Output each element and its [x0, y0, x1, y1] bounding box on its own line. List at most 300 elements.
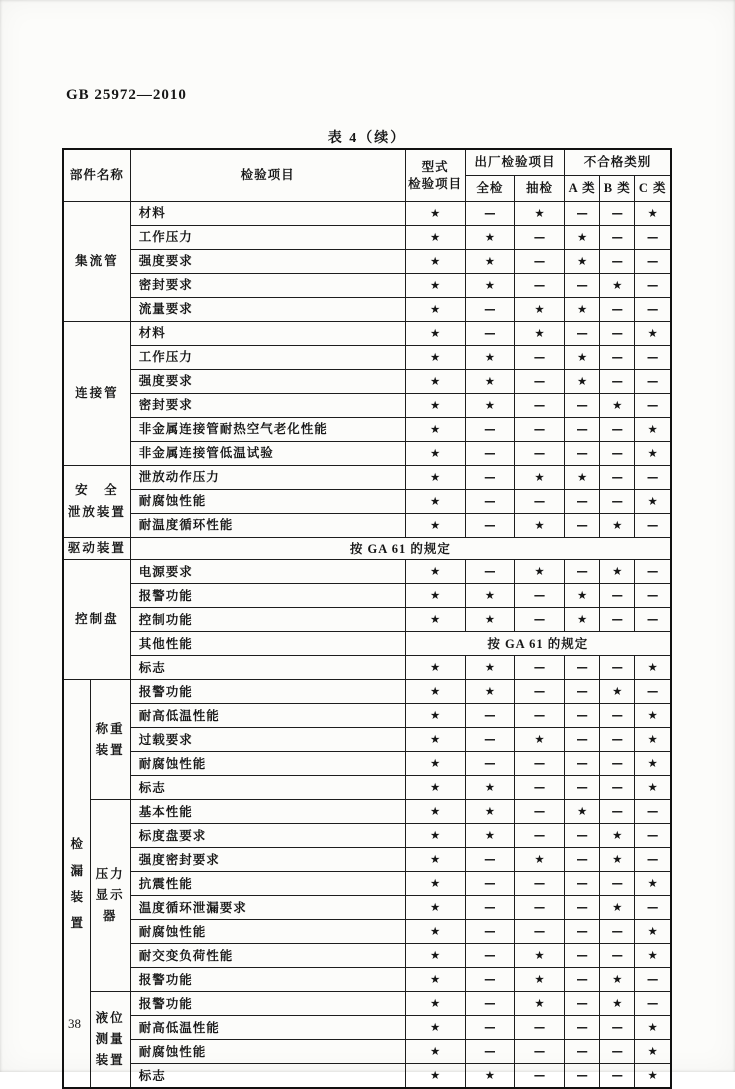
dash-mark-cell: — [565, 1040, 600, 1064]
star-mark-cell: ★ [565, 298, 600, 322]
star-mark-cell: ★ [465, 584, 514, 608]
dash-mark-cell: — [465, 992, 514, 1016]
star-mark-cell: ★ [635, 656, 671, 680]
dash-mark-cell: — [565, 322, 600, 346]
dash-mark-cell: — [635, 560, 671, 584]
dash-mark-cell: — [600, 752, 635, 776]
dash-mark-cell: — [635, 394, 671, 418]
star-mark-cell: ★ [600, 896, 635, 920]
star-mark-cell: ★ [635, 1016, 671, 1040]
star-mark-cell: ★ [600, 560, 635, 584]
subcomponent-cell: 压力 显示器 [90, 800, 130, 992]
star-mark-cell: ★ [405, 704, 465, 728]
star-mark-cell: ★ [465, 370, 514, 394]
item-cell: 强度密封要求 [130, 848, 405, 872]
star-mark-cell: ★ [465, 776, 514, 800]
star-mark-cell: ★ [465, 226, 514, 250]
dash-mark-cell: — [565, 872, 600, 896]
dash-mark-cell: — [465, 322, 514, 346]
dash-mark-cell: — [635, 992, 671, 1016]
table-row [63, 514, 671, 538]
star-mark-cell: ★ [600, 680, 635, 704]
dash-mark-cell: — [635, 466, 671, 490]
dash-mark-cell: — [465, 418, 514, 442]
item-cell: 耐腐蚀性能 [130, 752, 405, 776]
star-mark-cell: ★ [565, 370, 600, 394]
item-cell: 材料 [130, 322, 405, 346]
star-mark-cell: ★ [405, 346, 465, 370]
dash-mark-cell: — [465, 728, 514, 752]
star-mark-cell: ★ [600, 274, 635, 298]
dash-mark-cell: — [635, 680, 671, 704]
table-row [63, 800, 671, 824]
dash-mark-cell: — [600, 202, 635, 226]
star-mark-cell: ★ [600, 992, 635, 1016]
dash-mark-cell: — [514, 656, 564, 680]
dash-mark-cell: — [600, 298, 635, 322]
dash-mark-cell: — [635, 274, 671, 298]
table-row [63, 848, 671, 872]
item-cell: 泄放动作压力 [130, 466, 405, 490]
table-row [63, 752, 671, 776]
dash-mark-cell: — [465, 944, 514, 968]
header-row-1 [63, 149, 671, 176]
table-row [63, 584, 671, 608]
dash-mark-cell: — [514, 896, 564, 920]
dash-mark-cell: — [514, 418, 564, 442]
header-full-check: 全检 [465, 176, 514, 202]
star-mark-cell: ★ [405, 848, 465, 872]
table-row [63, 1064, 671, 1089]
item-cell: 工作压力 [130, 226, 405, 250]
table-row [63, 680, 671, 704]
star-mark-cell: ★ [514, 514, 564, 538]
item-cell: 报警功能 [130, 680, 405, 704]
dash-mark-cell: — [514, 274, 564, 298]
star-mark-cell: ★ [405, 968, 465, 992]
table-row [63, 728, 671, 752]
dash-mark-cell: — [565, 704, 600, 728]
item-cell: 报警功能 [130, 968, 405, 992]
star-mark-cell: ★ [514, 992, 564, 1016]
table-row [63, 920, 671, 944]
table-header [63, 149, 671, 202]
star-mark-cell: ★ [405, 370, 465, 394]
table-row [63, 944, 671, 968]
table-row [63, 824, 671, 848]
dash-mark-cell: — [565, 274, 600, 298]
component-cell: 连接管 [63, 322, 130, 466]
note-cell: 按 GA 61 的规定 [130, 538, 671, 560]
doc-number: GB 25972—2010 [66, 87, 187, 103]
star-mark-cell: ★ [514, 944, 564, 968]
dash-mark-cell: — [600, 920, 635, 944]
star-mark-cell: ★ [635, 752, 671, 776]
dash-mark-cell: — [565, 418, 600, 442]
star-mark-cell: ★ [405, 728, 465, 752]
header-defect-class: 不合格类别 [565, 149, 671, 176]
dash-mark-cell: — [465, 752, 514, 776]
star-mark-cell: ★ [635, 418, 671, 442]
dash-mark-cell: — [465, 848, 514, 872]
table-row [63, 1040, 671, 1064]
star-mark-cell: ★ [405, 656, 465, 680]
item-cell: 耐高低温性能 [130, 1016, 405, 1040]
star-mark-cell: ★ [405, 920, 465, 944]
dash-mark-cell: — [600, 1040, 635, 1064]
item-cell: 其他性能 [130, 632, 405, 656]
dash-mark-cell: — [514, 226, 564, 250]
table-row [63, 322, 671, 346]
table-row [63, 442, 671, 466]
star-mark-cell: ★ [465, 346, 514, 370]
dash-mark-cell: — [600, 250, 635, 274]
dash-mark-cell: — [565, 776, 600, 800]
item-cell: 耐腐蚀性能 [130, 1040, 405, 1064]
star-mark-cell: ★ [600, 848, 635, 872]
star-mark-cell: ★ [465, 656, 514, 680]
dash-mark-cell: — [514, 442, 564, 466]
dash-mark-cell: — [465, 1016, 514, 1040]
star-mark-cell: ★ [565, 226, 600, 250]
dash-mark-cell: — [514, 776, 564, 800]
table-row [63, 418, 671, 442]
star-mark-cell: ★ [514, 298, 564, 322]
star-mark-cell: ★ [405, 872, 465, 896]
table-row [63, 346, 671, 370]
dash-mark-cell: — [565, 968, 600, 992]
header-sample-check: 抽检 [514, 176, 564, 202]
star-mark-cell: ★ [405, 824, 465, 848]
component-cell: 集流管 [63, 202, 130, 322]
dash-mark-cell: — [514, 1040, 564, 1064]
item-cell: 报警功能 [130, 584, 405, 608]
star-mark-cell: ★ [405, 466, 465, 490]
star-mark-cell: ★ [405, 394, 465, 418]
star-mark-cell: ★ [565, 608, 600, 632]
dash-mark-cell: — [565, 490, 600, 514]
star-mark-cell: ★ [514, 848, 564, 872]
star-mark-cell: ★ [565, 346, 600, 370]
star-mark-cell: ★ [405, 896, 465, 920]
table-row [63, 250, 671, 274]
star-mark-cell: ★ [405, 442, 465, 466]
item-cell: 流量要求 [130, 298, 405, 322]
inspection-table-body [63, 202, 671, 1089]
dash-mark-cell: — [600, 1016, 635, 1040]
dash-mark-cell: — [465, 1040, 514, 1064]
star-mark-cell: ★ [465, 824, 514, 848]
star-mark-cell: ★ [565, 584, 600, 608]
dash-mark-cell: — [514, 680, 564, 704]
dash-mark-cell: — [600, 418, 635, 442]
dash-mark-cell: — [600, 656, 635, 680]
table-row [63, 704, 671, 728]
dash-mark-cell: — [465, 872, 514, 896]
dash-mark-cell: — [565, 728, 600, 752]
star-mark-cell: ★ [405, 680, 465, 704]
item-cell: 强度要求 [130, 250, 405, 274]
star-mark-cell: ★ [405, 250, 465, 274]
dash-mark-cell: — [465, 298, 514, 322]
item-cell: 控制功能 [130, 608, 405, 632]
star-mark-cell: ★ [405, 944, 465, 968]
table-title: 表 4（续） [327, 131, 407, 146]
item-cell: 温度循环泄漏要求 [130, 896, 405, 920]
star-mark-cell: ★ [405, 490, 465, 514]
dash-mark-cell: — [565, 680, 600, 704]
header-type-test-line2: 检验项目 [408, 176, 463, 191]
star-mark-cell: ★ [600, 968, 635, 992]
table-row [63, 608, 671, 632]
dash-mark-cell: — [465, 560, 514, 584]
star-mark-cell: ★ [514, 968, 564, 992]
dash-mark-cell: — [635, 824, 671, 848]
star-mark-cell: ★ [405, 1040, 465, 1064]
header-class-b: B 类 [600, 176, 635, 202]
dash-mark-cell: — [600, 944, 635, 968]
dash-mark-cell: — [514, 752, 564, 776]
dash-mark-cell: — [565, 1064, 600, 1089]
dash-mark-cell: — [565, 752, 600, 776]
item-cell: 非金属连接管耐热空气老化性能 [130, 418, 405, 442]
dash-mark-cell: — [600, 1064, 635, 1089]
item-cell: 密封要求 [130, 274, 405, 298]
header-class-c: C 类 [635, 176, 671, 202]
star-mark-cell: ★ [565, 800, 600, 824]
dash-mark-cell: — [465, 896, 514, 920]
item-cell: 耐腐蚀性能 [130, 490, 405, 514]
table-row [63, 202, 671, 226]
item-cell: 非金属连接管低温试验 [130, 442, 405, 466]
star-mark-cell: ★ [405, 608, 465, 632]
dash-mark-cell: — [635, 370, 671, 394]
dash-mark-cell: — [514, 370, 564, 394]
component-cell: 驱动装置 [63, 538, 130, 560]
star-mark-cell: ★ [405, 584, 465, 608]
dash-mark-cell: — [565, 394, 600, 418]
dash-mark-cell: — [465, 704, 514, 728]
dash-mark-cell: — [565, 848, 600, 872]
star-mark-cell: ★ [465, 394, 514, 418]
item-cell: 抗震性能 [130, 872, 405, 896]
table-row [63, 776, 671, 800]
dash-mark-cell: — [600, 226, 635, 250]
star-mark-cell: ★ [635, 944, 671, 968]
dash-mark-cell: — [514, 1064, 564, 1089]
star-mark-cell: ★ [465, 680, 514, 704]
dash-mark-cell: — [514, 824, 564, 848]
item-cell: 标度盘要求 [130, 824, 405, 848]
dash-mark-cell: — [600, 346, 635, 370]
dash-mark-cell: — [635, 514, 671, 538]
dash-mark-cell: — [565, 560, 600, 584]
component-cell: 安 全 泄放装置 [63, 466, 130, 538]
item-cell: 强度要求 [130, 370, 405, 394]
star-mark-cell: ★ [465, 274, 514, 298]
page-number: 38 [68, 1016, 81, 1031]
table-row [63, 560, 671, 584]
inspection-table [62, 148, 672, 1089]
dash-mark-cell: — [465, 514, 514, 538]
dash-mark-cell: — [600, 800, 635, 824]
table-row [63, 1016, 671, 1040]
dash-mark-cell: — [600, 776, 635, 800]
dash-mark-cell: — [565, 202, 600, 226]
star-mark-cell: ★ [635, 1064, 671, 1089]
dash-mark-cell: — [635, 608, 671, 632]
star-mark-cell: ★ [635, 704, 671, 728]
table-row [63, 872, 671, 896]
header-type-test-line1: 型式 [421, 160, 449, 175]
dash-mark-cell: — [635, 346, 671, 370]
dash-mark-cell: — [514, 584, 564, 608]
table-row [63, 370, 671, 394]
star-mark-cell: ★ [635, 322, 671, 346]
star-mark-cell: ★ [635, 442, 671, 466]
dash-mark-cell: — [635, 800, 671, 824]
star-mark-cell: ★ [405, 202, 465, 226]
star-mark-cell: ★ [635, 872, 671, 896]
star-mark-cell: ★ [405, 298, 465, 322]
dash-mark-cell: — [565, 1016, 600, 1040]
header-factory-test: 出厂检验项目 [465, 149, 564, 176]
dash-mark-cell: — [565, 442, 600, 466]
dash-mark-cell: — [514, 1016, 564, 1040]
star-mark-cell: ★ [405, 992, 465, 1016]
dash-mark-cell: — [600, 584, 635, 608]
dash-mark-cell: — [600, 608, 635, 632]
header-component: 部件名称 [63, 149, 130, 202]
star-mark-cell: ★ [405, 1064, 465, 1089]
table-row [63, 992, 671, 1016]
dash-mark-cell: — [600, 442, 635, 466]
star-mark-cell: ★ [565, 466, 600, 490]
star-mark-cell: ★ [635, 776, 671, 800]
item-cell: 基本性能 [130, 800, 405, 824]
dash-mark-cell: — [514, 346, 564, 370]
star-mark-cell: ★ [465, 1064, 514, 1089]
item-cell: 工作压力 [130, 346, 405, 370]
dash-mark-cell: — [514, 800, 564, 824]
dash-mark-cell: — [600, 490, 635, 514]
star-mark-cell: ★ [635, 920, 671, 944]
dash-mark-cell: — [514, 872, 564, 896]
star-mark-cell: ★ [465, 800, 514, 824]
star-mark-cell: ★ [405, 514, 465, 538]
dash-mark-cell: — [600, 872, 635, 896]
table-row [63, 490, 671, 514]
star-mark-cell: ★ [405, 226, 465, 250]
note-cell: 按 GA 61 的规定 [405, 632, 671, 656]
star-mark-cell: ★ [514, 202, 564, 226]
dash-mark-cell: — [565, 896, 600, 920]
table-row [63, 466, 671, 490]
dash-mark-cell: — [514, 704, 564, 728]
dash-mark-cell: — [565, 920, 600, 944]
star-mark-cell: ★ [405, 776, 465, 800]
item-cell: 耐腐蚀性能 [130, 920, 405, 944]
star-mark-cell: ★ [465, 608, 514, 632]
dash-mark-cell: — [635, 584, 671, 608]
component-cell: 控制盘 [63, 560, 130, 680]
dash-mark-cell: — [465, 920, 514, 944]
star-mark-cell: ★ [565, 250, 600, 274]
table-row [63, 896, 671, 920]
table-row [63, 538, 671, 560]
dash-mark-cell: — [635, 968, 671, 992]
dash-mark-cell: — [600, 370, 635, 394]
dash-mark-cell: — [565, 824, 600, 848]
header-class-a: A 类 [565, 176, 600, 202]
item-cell: 耐高低温性能 [130, 704, 405, 728]
component-cell: 检 漏 装 置 [63, 680, 90, 1089]
star-mark-cell: ★ [635, 490, 671, 514]
star-mark-cell: ★ [635, 202, 671, 226]
dash-mark-cell: — [635, 298, 671, 322]
star-mark-cell: ★ [600, 824, 635, 848]
item-cell: 密封要求 [130, 394, 405, 418]
dash-mark-cell: — [465, 968, 514, 992]
item-cell: 材料 [130, 202, 405, 226]
table-row [63, 656, 671, 680]
dash-mark-cell: — [465, 466, 514, 490]
subcomponent-cell: 称重 装置 [90, 680, 130, 800]
item-cell: 标志 [130, 776, 405, 800]
header-item: 检验项目 [130, 149, 405, 202]
star-mark-cell: ★ [405, 800, 465, 824]
dash-mark-cell: — [514, 490, 564, 514]
star-mark-cell: ★ [514, 560, 564, 584]
header-type-test [405, 149, 465, 202]
item-cell: 报警功能 [130, 992, 405, 1016]
dash-mark-cell: — [465, 490, 514, 514]
dash-mark-cell: — [600, 704, 635, 728]
star-mark-cell: ★ [405, 560, 465, 584]
item-cell: 标志 [130, 656, 405, 680]
dash-mark-cell: — [635, 896, 671, 920]
dash-mark-cell: — [565, 992, 600, 1016]
table-row [63, 274, 671, 298]
star-mark-cell: ★ [635, 1040, 671, 1064]
dash-mark-cell: — [635, 250, 671, 274]
star-mark-cell: ★ [405, 322, 465, 346]
star-mark-cell: ★ [405, 274, 465, 298]
star-mark-cell: ★ [600, 394, 635, 418]
star-mark-cell: ★ [465, 250, 514, 274]
table-row [63, 226, 671, 250]
star-mark-cell: ★ [635, 728, 671, 752]
dash-mark-cell: — [514, 394, 564, 418]
dash-mark-cell: — [514, 608, 564, 632]
subcomponent-cell: 液位 测量 装置 [90, 992, 130, 1089]
table-row [63, 394, 671, 418]
dash-mark-cell: — [465, 442, 514, 466]
dash-mark-cell: — [600, 728, 635, 752]
star-mark-cell: ★ [405, 418, 465, 442]
star-mark-cell: ★ [514, 466, 564, 490]
table-row [63, 632, 671, 656]
star-mark-cell: ★ [600, 514, 635, 538]
dash-mark-cell: — [600, 322, 635, 346]
dash-mark-cell: — [514, 250, 564, 274]
star-mark-cell: ★ [405, 1016, 465, 1040]
item-cell: 电源要求 [130, 560, 405, 584]
dash-mark-cell: — [565, 656, 600, 680]
star-mark-cell: ★ [514, 728, 564, 752]
table-row [63, 298, 671, 322]
dash-mark-cell: — [635, 848, 671, 872]
